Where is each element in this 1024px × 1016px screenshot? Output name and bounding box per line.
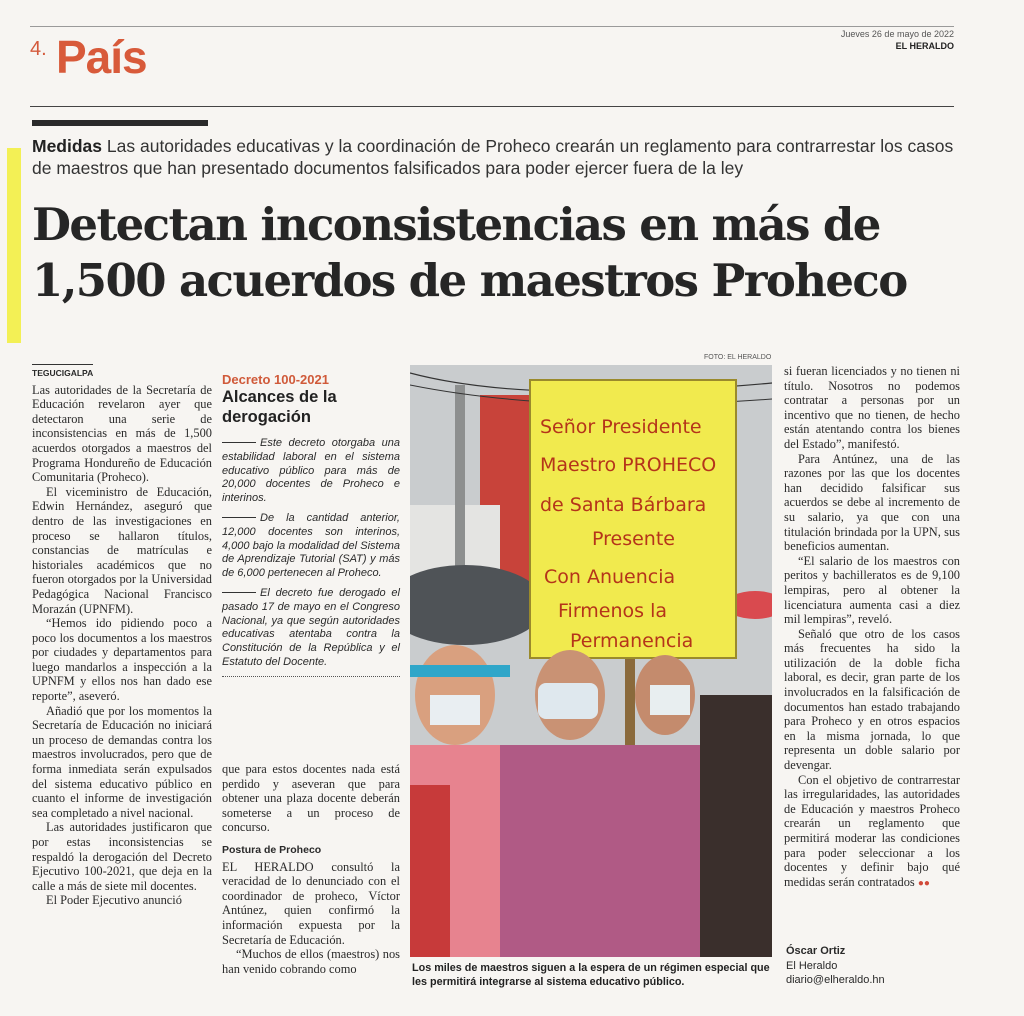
paragraph: El viceministro de Educación, Edwin Hernández, aseguró que dentro de las investigaciones en proceso se hallaron títulos, constancias de matrículas e historiales académicos que no fueron otorgados por la Universidad Pedagógica Nacional Francisco Morazán (UPNFM).: [32, 484, 212, 616]
dateline: [841, 28, 954, 52]
photo-credit: FOTO: EL HERALDO: [704, 354, 772, 361]
highlighter-mark: [7, 148, 21, 343]
article-column-1: [32, 364, 212, 908]
paragraph: si fueran licenciados y no tienen ni título. Nosotros no podemos contratar a personas por un incentivo que no tienen, de hecho están atentando contra los bienes del Estado”, manifestó.: [784, 364, 960, 451]
sign-line: de Santa Bárbara: [540, 494, 707, 516]
paragraph: Las autoridades justificaron que por estas inconsistencias se respaldó la derogación del Decreto Ejecutivo 100-2021, que deja en la calle a más de siete mil docentes.: [32, 820, 212, 893]
subheading: Postura de Proheco: [222, 843, 322, 856]
sign-line: Maestro PROHECO: [540, 454, 717, 476]
photo-caption: Los miles de maestros siguen a la espera de un régimen especial que les permitirá integrarse al sistema educativo público.: [412, 962, 770, 988]
sidebar-divider: [222, 676, 400, 677]
author-email[interactable]: diario@elheraldo.hn: [786, 974, 885, 986]
protest-photo: [410, 365, 772, 957]
author-block: [786, 944, 885, 988]
sign-line: Con Anuencia: [544, 566, 676, 588]
paragraph: Las autoridades de la Secretaría de Educación revelaron ayer que detectaron una serie de inconsistencias en más de 1,500 acuerdos otorgados a maestros del Programa Hondureño de Educación Comunitaria (Proheco).: [32, 382, 212, 485]
paragraph: El Poder Ejecutivo anunció: [46, 893, 182, 908]
article-column-3: [784, 364, 960, 891]
page-number: 4.: [30, 38, 47, 60]
paragraph: Con el objetivo de contrarrestar las irregularidades, las autoridades de Educación y maestros Proheco crearán un reglamento que permitirá moderar las condiciones para poder seleccionar a los docentes y definir bajo qué medidas serán contratados ●●: [784, 772, 960, 889]
sign-line: Firmenos la: [558, 600, 668, 622]
sidebar-box: [222, 372, 400, 677]
paragraph: “El salario de los maestros con peritos y bachilleratos es de 9,100 lempiras, pero al obtener la licenciatura aumenta casi a diez mil lempiras”, reveló.: [784, 553, 960, 627]
section-title: País: [56, 31, 147, 83]
paragraph: EL HERALDO consultó la veracidad de lo denunciado con el coordinador de proheco, Víctor Antúnez, quien confirmó la información expuesta por la Secretaría de Educación.: [222, 859, 400, 947]
article-column-2: [222, 762, 400, 976]
photo-illustration: [410, 365, 772, 957]
newspaper-name: EL HERALDO: [895, 41, 954, 51]
article-dateline: TEGUCIGALPA: [32, 364, 93, 381]
sign-line: Permanencia: [570, 630, 694, 652]
paragraph: Señaló que otro de los casos más frecuentes ha sido la utilización de la doble ficha laboral, es decir, gran parte de los involucrados en la falsificación de documentos han estado trabajando para Proheco y en otros espacios en la misma jornada, lo que representa un doble salario por devengar.: [784, 626, 960, 773]
kicker-text: Las autoridades educativas y la coordinación de Proheco crearán un reglamento para contrarrestar los casos de maestros que han presentado documentos falsificados para poder ejercer fuera de la ley: [32, 136, 954, 178]
sidebar-item: El decreto fue derogado el pasado 17 de mayo en el Congreso Nacional, ya que según autoridades educativas atentaba contra la Constitución de la República y el Estatuto del Docente.: [222, 586, 400, 668]
sidebar-kicker: Decreto 100-2021: [222, 372, 329, 387]
author-name: Óscar Ortiz: [786, 945, 846, 957]
paragraph: “Hemos ido pidiendo poco a poco los documentos a los maestros por ciudades y departamentos para luego mandarlos a inspección a la UPNFM y ellos nos han dado ese reporte”, aseveró.: [32, 616, 212, 704]
end-mark-icon: ●●: [917, 877, 930, 889]
sign-line: Presente: [592, 528, 675, 550]
sidebar-title: Alcances de la derogación: [222, 388, 337, 426]
issue-date: Jueves 26 de mayo de 2022: [840, 29, 954, 39]
paragraph: “Muchos de ellos (maestros) nos han venido cobrando como: [222, 947, 400, 976]
kicker-bar: [32, 120, 208, 126]
kicker: [32, 135, 962, 179]
sidebar-item: Este decreto otorgaba una estabilidad laboral en el sistema educativo público para más de 20,000 docentes de Proheco e interinos.: [222, 437, 400, 505]
paragraph: Añadió que por los momentos la Secretaría de Educación no iniciará un proceso de demandas contra los maestros involucrados, pero que de forma inmediata serán expulsados del sistema educativo público en cuanto el informe de investigación sea completado a nivel nacional.: [32, 703, 212, 820]
sign-line: Señor Presidente: [540, 416, 702, 438]
author-outlet: El Heraldo: [786, 959, 838, 972]
top-rule: [30, 26, 954, 27]
sidebar-item: De la cantidad anterior, 12,000 docentes son interinos, 4,000 bajo la modalidad del Sistema de Aprendizaje Tutorial (SAT) y más de 6,000 pertenecen al Proheco.: [222, 511, 400, 580]
headline: Detectan inconsistencias en más de 1,500 acuerdos de maestros Proheco: [32, 198, 907, 307]
paragraph: que para estos docentes nada está perdido y aseveran que para obtener una plaza docente deberán someterse a un proceso de concurso.: [222, 762, 400, 835]
kicker-label: Medidas: [32, 136, 103, 156]
paragraph: Para Antúnez, una de las razones por las que los docentes han decidido falsificar sus acuerdos se debe al incremento de su salario, ya que con una titulación brindada por la UPN, sus beneficios aumentan.: [784, 451, 960, 554]
header-rule: [30, 106, 954, 107]
